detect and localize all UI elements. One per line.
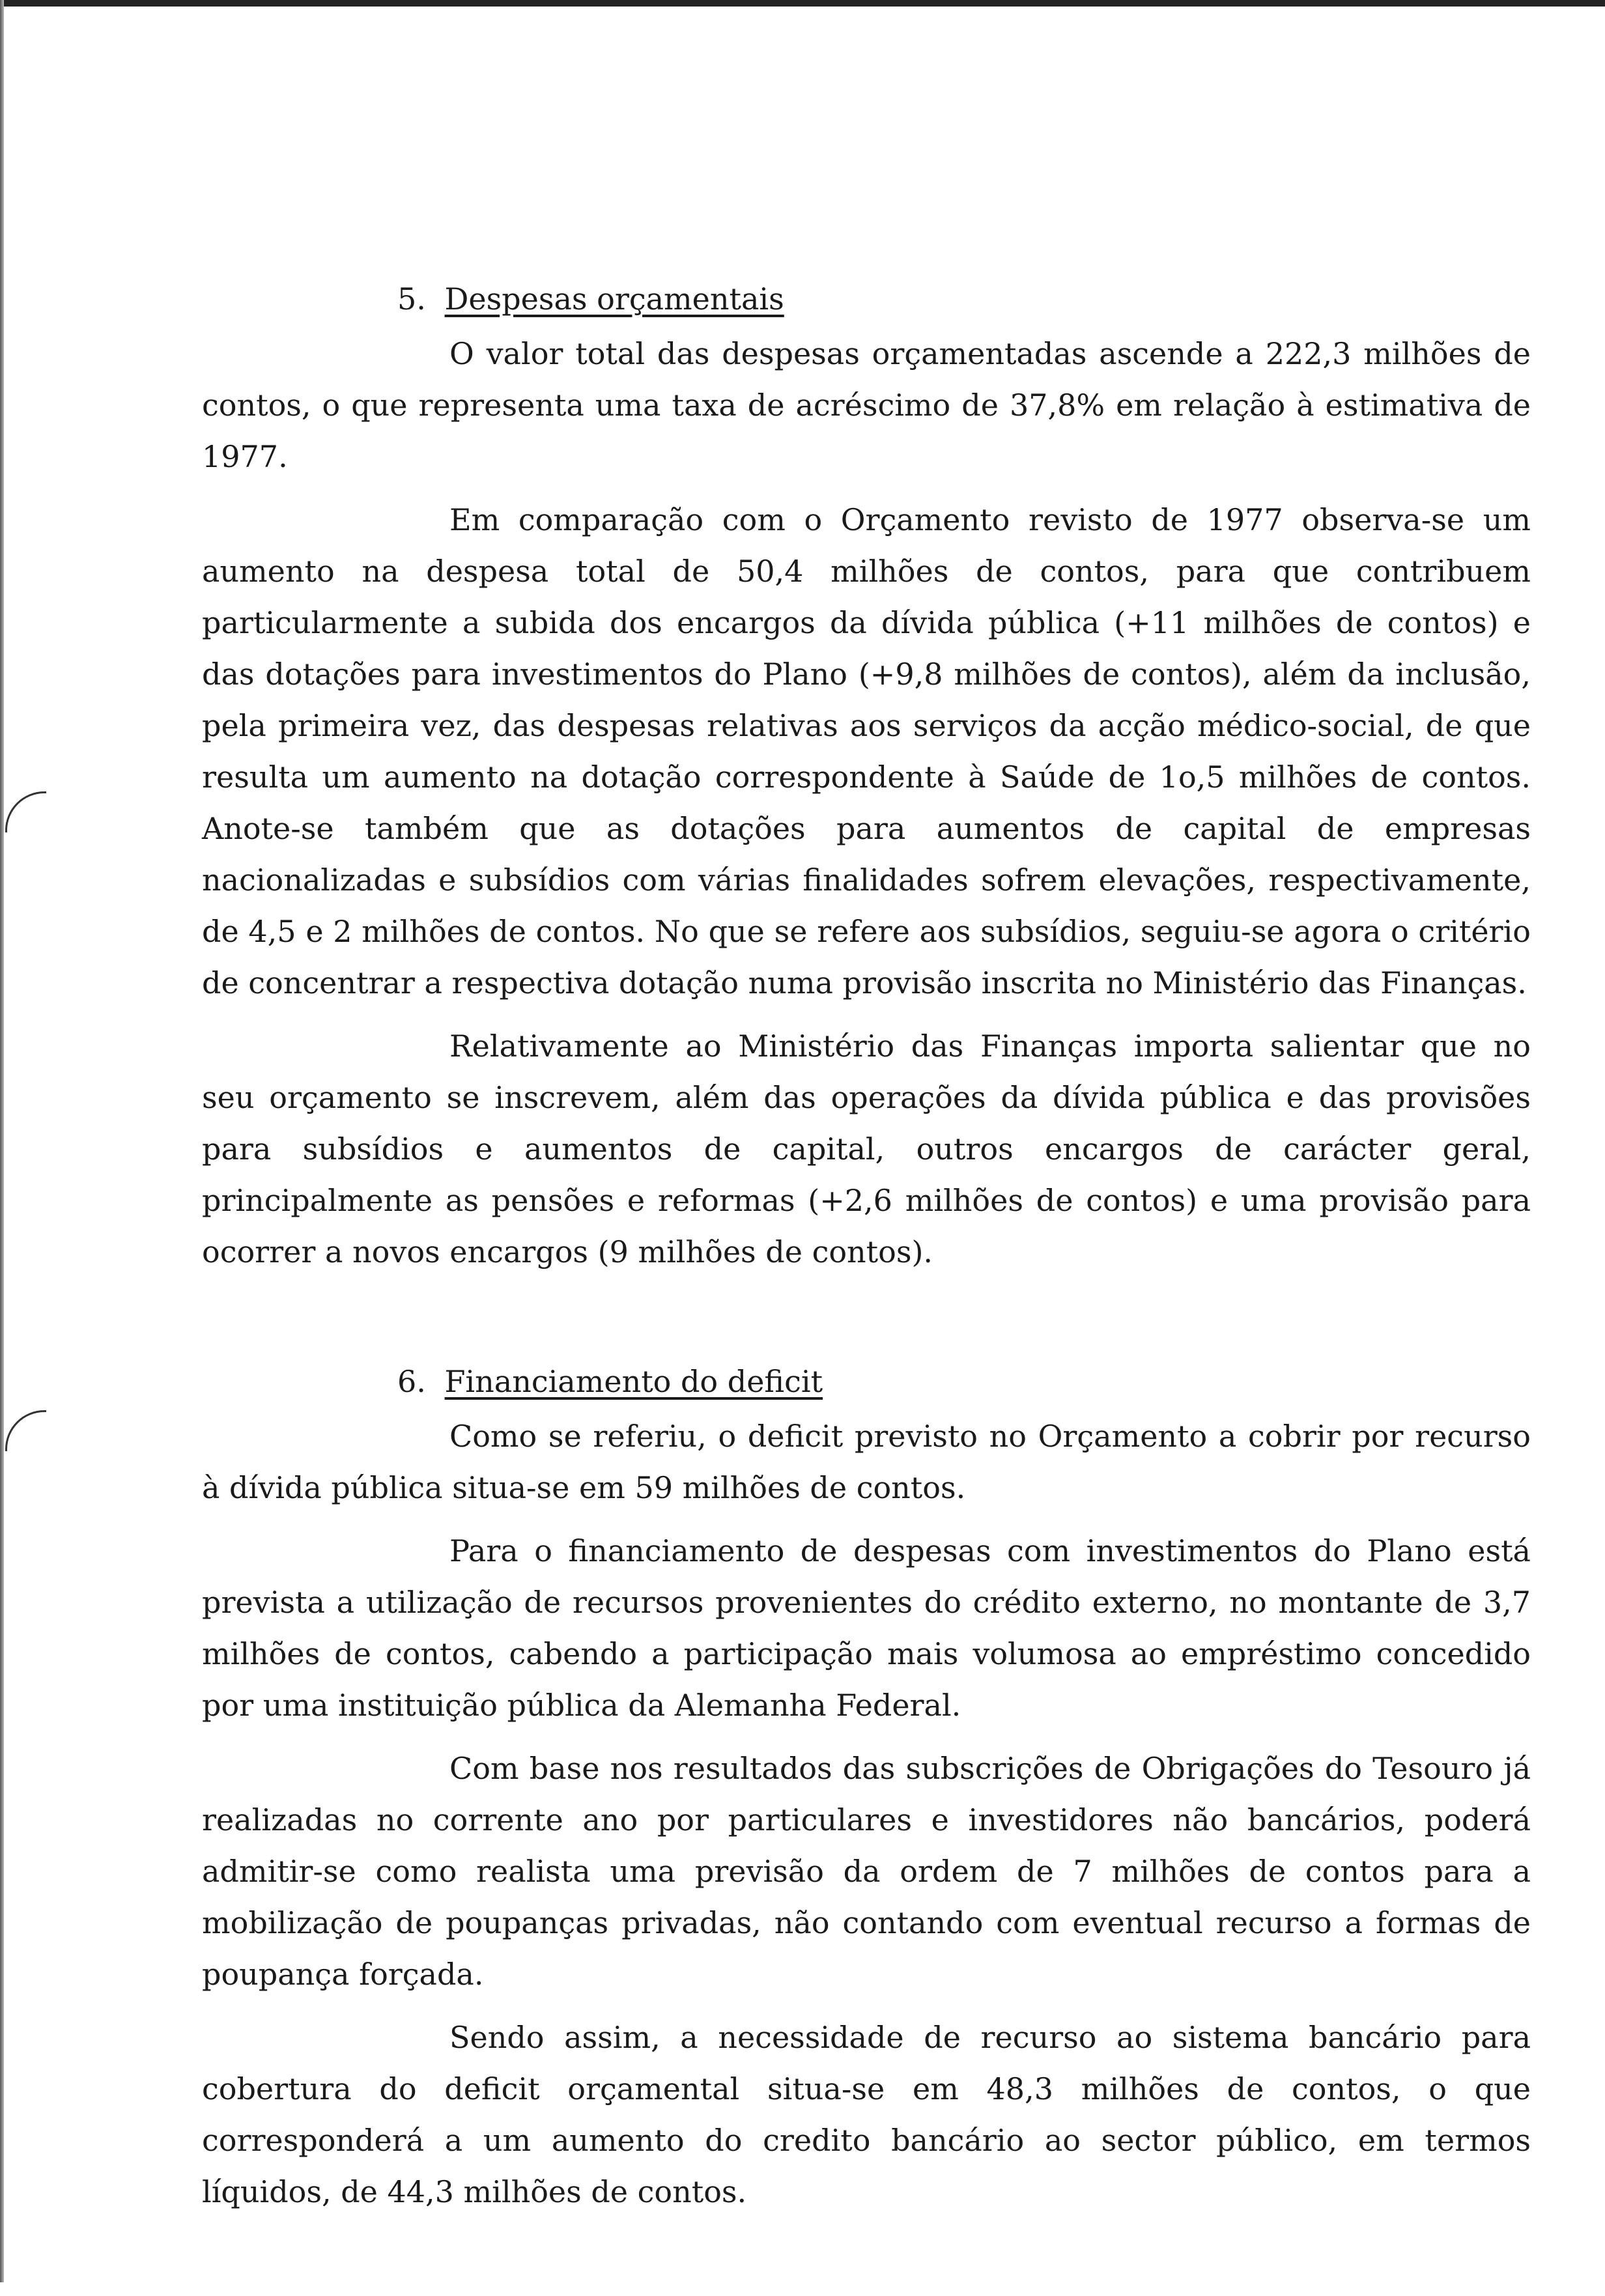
paragraph: Com base nos resultados das subscrições de Obrigações do Tesouro já realizadas no corrente ano por particulares e investidores não bancários, poderá admitir-se como realista uma previsão da ordem de 7 milhões de contos para a mobilização de poupanças privadas, não contando com eventual recurso a formas de poupança forçada. <box>202 1751 1531 1992</box>
paragraph: O valor total das despesas orçamentadas ascende a 222,3 milhões de contos, o que representa uma taxa de acréscimo de 37,8% em relação à estimativa de 1977. <box>202 336 1531 474</box>
paragraph: Em comparação com o Orçamento revisto de 1977 observa-se um aumento na despesa total de 50,4 milhões de contos, para que contribuem particularmente a subida dos encargos da dívida pública (+11 milhões de contos) e das dotações para investimentos do Plano (+9,8 milhões de contos), além da inclusão, pela primeira vez, das despesas relativas aos serviços da acção médico-social, de que resulta um aumento na dotação correspondente à Saúde de 1o,5 milhões de contos. Anote-se também que as dotações para aumentos de capital de empresas nacionalizadas e subsídios com várias finalidades sofrem elevações, respectivamente, de 4,5 e 2 milhões de contos. No que se refere aos subsídios, seguiu-se agora o critério de concentrar a respectiva dotação numa provisão inscrita no Ministério das Finanças. <box>202 502 1531 1000</box>
page-top-edge <box>0 0 1605 7</box>
section-financiamento-deficit <box>202 1356 1531 2218</box>
section-heading <box>397 1356 1531 1407</box>
paragraph: Como se referiu, o deficit previsto no Orçamento a cobrir por recurso à dívida pública situa-se em 59 milhões de contos. <box>202 1419 1531 1505</box>
section-heading <box>397 274 1531 324</box>
margin-punch-mark-upper <box>5 791 46 832</box>
section-number: 5. <box>397 281 426 317</box>
section-despesas-orcamentais <box>202 274 1531 1278</box>
paragraph: Sendo assim, a necessidade de recurso ao sistema bancário para cobertura do deficit orçamental situa-se em 48,3 milhões de contos, o que corresponderá a um aumento do credito bancário ao sector público, em termos líquidos, de 44,3 milhões de contos. <box>202 2020 1531 2209</box>
paragraph: Relativamente ao Ministério das Finanças importa salientar que no seu orçamento se inscrevem, além das operações da dívida pública e das provisões para subsídios e aumentos de capital, outros encargos de carácter geral, principalmente as pensões e reformas (+2,6 milhões de contos) e uma provisão para ocorrer a novos encargos (9 milhões de contos). <box>202 1028 1531 1269</box>
section-title: Despesas orçamentais <box>444 281 784 317</box>
section-title: Financiamento do deficit <box>444 1364 823 1399</box>
margin-punch-mark-lower <box>5 1410 46 1451</box>
paragraph: Para o financiamento de despesas com investimentos do Plano está prevista a utilização de recursos provenientes do crédito externo, no montante de 3,7 milhões de contos, cabendo a participação mais volumosa ao empréstimo concedido por uma instituição pública da Alemanha Federal. <box>202 1533 1531 1723</box>
document-body <box>202 274 1531 2296</box>
section-number: 6. <box>397 1364 426 1399</box>
page-left-edge <box>0 0 4 2282</box>
